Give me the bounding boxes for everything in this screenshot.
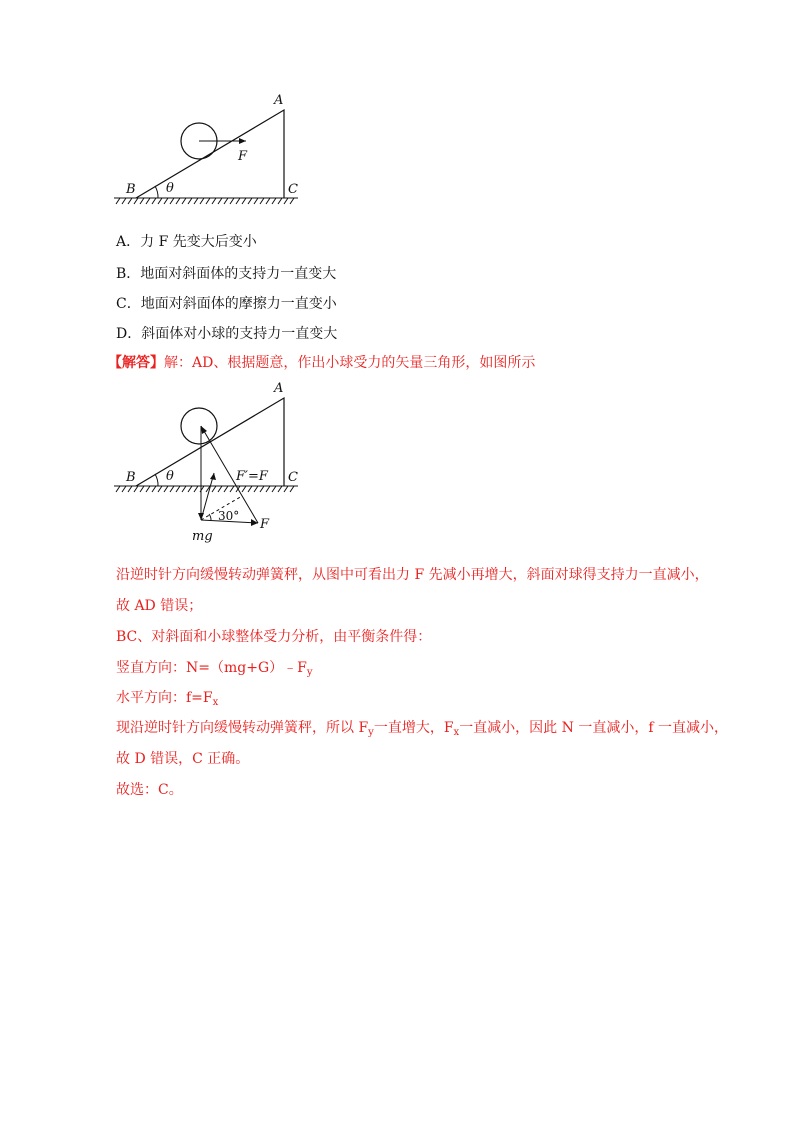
force-f-arrowhead: [251, 519, 258, 526]
force-fprime-arrowhead: [210, 473, 216, 480]
body-p4: [116, 658, 313, 678]
answer-intro: [108, 353, 535, 373]
theta-arc: [155, 186, 158, 198]
horizontal-equation: 水平方向：f=F: [116, 690, 213, 706]
option-text: 力 F 先变大后变小: [140, 234, 257, 250]
label-angle-30: 30°: [218, 509, 240, 523]
body-p2: 故 AD 错误；: [116, 598, 203, 614]
incline-figure-1: [108, 90, 308, 215]
subscript-y: y: [306, 667, 313, 678]
incline-triangle: [136, 110, 284, 198]
body-p6: [116, 718, 728, 738]
body-p3: BC、对斜面和小球整体受力分析，由平衡条件得：: [116, 629, 432, 645]
option-text: 地面对斜面体的支持力一直变大: [140, 266, 337, 282]
ground-hatching: [114, 486, 298, 492]
vertical-equation: 竖直方向：N=（mg+G）﹣F: [116, 660, 307, 676]
body-p5: [116, 688, 218, 708]
option-letter: B．: [116, 266, 141, 282]
label-b: B: [126, 182, 136, 197]
label-f: F: [260, 517, 270, 532]
option-text: 地面对斜面体的摩擦力一直变小: [140, 296, 337, 312]
ball: [181, 408, 217, 444]
body-p1: 沿逆时针方向缓慢转动弹簧秤，从图中可看出力 F 先减小再增大，斜面对球得支持力一直减小，: [116, 567, 709, 583]
body-p6-a: 现沿逆时针方向缓慢转动弹簧秤，所以 F: [116, 720, 369, 736]
option-letter: A．: [116, 234, 141, 250]
option-c: [116, 294, 337, 314]
body-p7: 故 D 错误，C 正确。: [116, 751, 250, 767]
label-a: A: [274, 93, 284, 108]
option-d: [116, 324, 337, 344]
label-a: A: [274, 381, 284, 396]
force-fprime-arrow: [201, 473, 214, 520]
label-theta: θ: [166, 469, 174, 484]
normal-force-arrowhead: [201, 426, 207, 434]
label-fprime: F′=F: [236, 469, 268, 484]
label-f: F: [238, 149, 248, 164]
body-p6-c: 一直减小，因此 N 一直减小，f 一直减小，: [459, 720, 728, 736]
subscript-y: y: [368, 727, 374, 738]
option-text: 斜面体对小球的支持力一直变大: [141, 326, 338, 342]
angle-30-arc: [209, 514, 211, 520]
label-c: C: [288, 470, 298, 485]
option-b: [116, 264, 336, 284]
body-p8: 故选：C。: [116, 782, 183, 798]
label-theta: θ: [166, 181, 174, 196]
option-a: [116, 232, 257, 252]
label-c: C: [288, 182, 298, 197]
subscript-x: x: [453, 727, 460, 738]
force-f-arrowhead: [239, 138, 246, 144]
option-letter: D．: [116, 326, 142, 342]
label-mg: mg: [192, 529, 213, 544]
answer-intro-text: 解：AD、根据题意，作出小球受力的矢量三角形，如图所示: [164, 355, 536, 371]
incline-figure-2: [108, 378, 308, 548]
theta-arc: [155, 474, 158, 486]
body-p6-b: 一直增大，F: [373, 720, 454, 736]
answer-tag: 【解答】: [108, 355, 164, 371]
ground-hatching: [114, 198, 298, 204]
label-b: B: [126, 470, 136, 485]
subscript-x: x: [212, 697, 219, 708]
option-letter: C．: [116, 296, 141, 312]
